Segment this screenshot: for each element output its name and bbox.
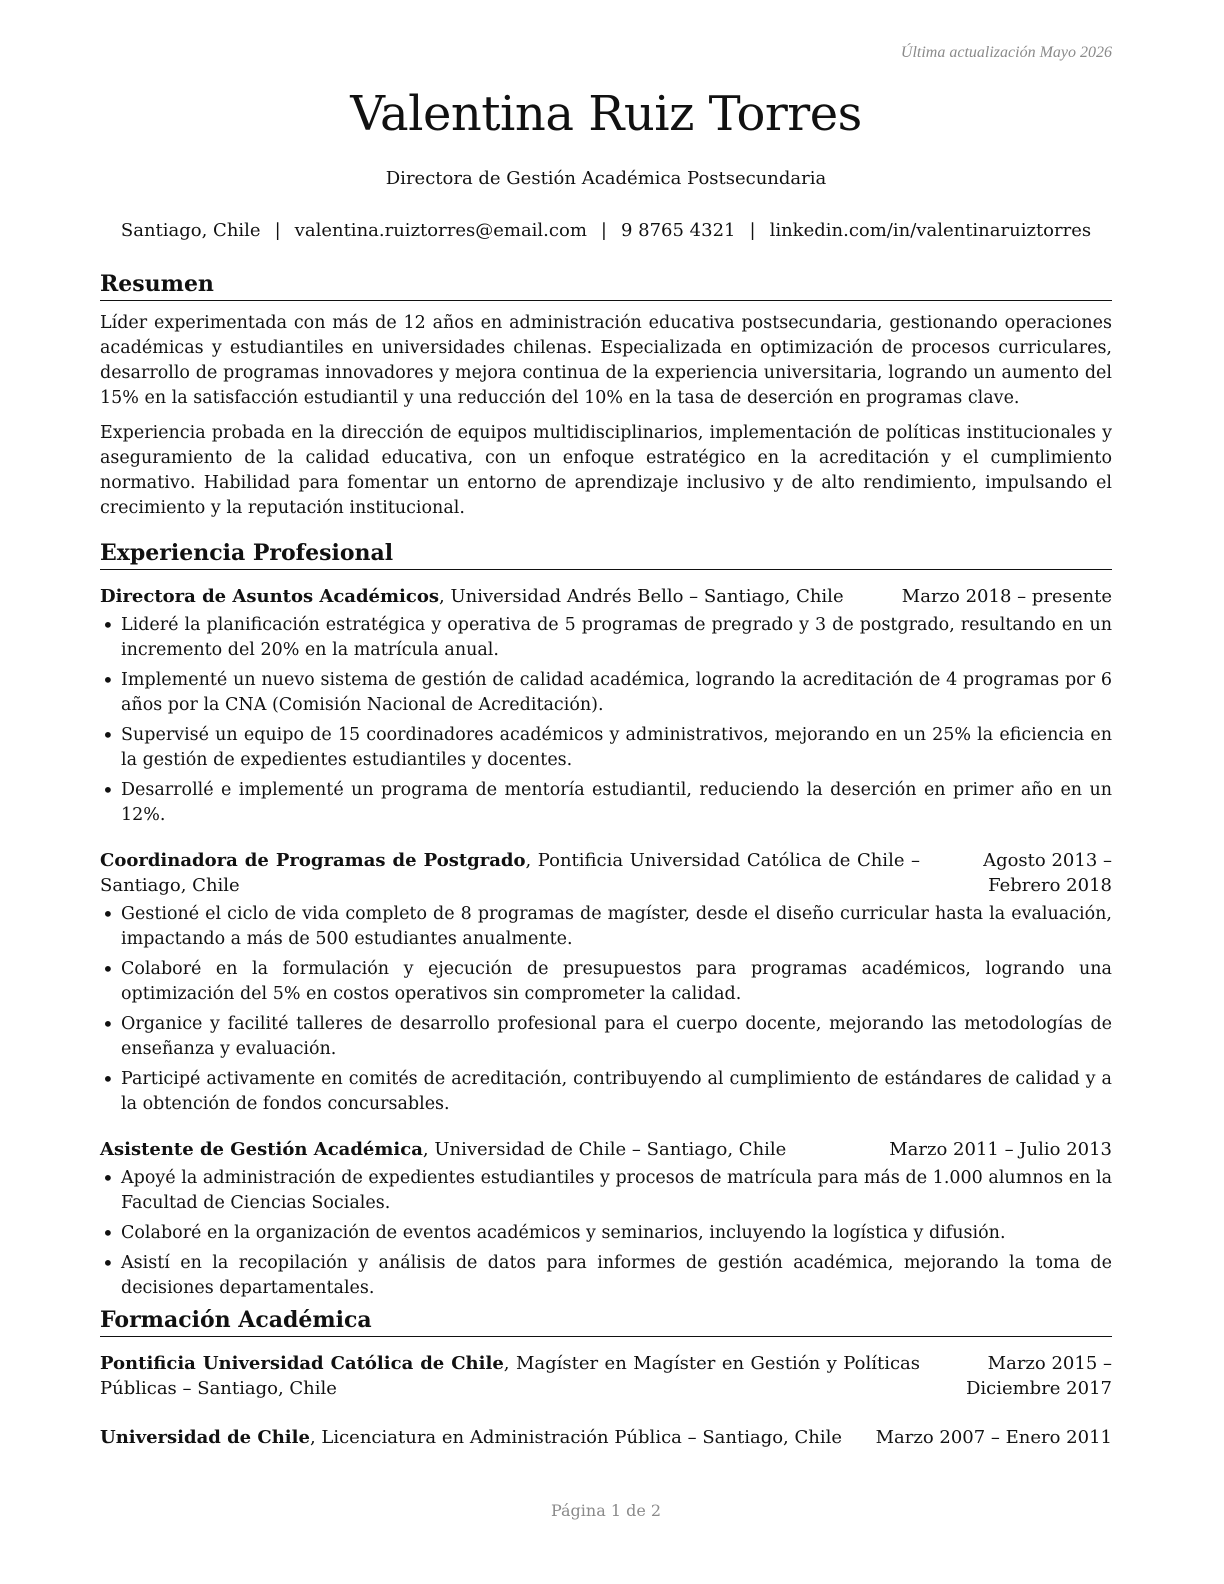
bullet-item: • Implementé un nuevo sistema de gestión de calidad académica, logrando la acreditación de 4 programas por 6 años por la CNA (Comisión Nacional de Acreditación). — [100, 668, 1112, 718]
job-role: Asistente de Gestión Académica — [100, 1139, 423, 1160]
bullet-item: • Participé activamente en comités de acreditación, contribuyendo al cumplimiento de estándares de calidad y a la obtención de fondos concursables. — [100, 1067, 1112, 1117]
bullet-item: • Asistí en la recopilación y análisis de datos para informes de gestión académica, mejorando la toma de decisiones departamentales. — [100, 1251, 1112, 1301]
separator: | — [274, 220, 281, 241]
separator: | — [600, 220, 607, 241]
job-bullets — [100, 1166, 1112, 1301]
education-dates: Marzo 2015 – Diciembre 2017 — [965, 1353, 1112, 1399]
bullet-item: • Gestioné el ciclo de vida completo de 8 programas de magíster, desde el diseño curricular hasta la evaluación, impactando a más de 500 estudiantes anualmente. — [100, 902, 1112, 952]
section-title: Resumen — [100, 270, 1112, 301]
contact-location: Santiago, Chile — [120, 220, 261, 241]
section-title: Formación Académica — [100, 1306, 1112, 1337]
job-role: Directora de Asuntos Académicos — [100, 586, 439, 607]
education-section — [100, 1306, 1112, 1450]
job-header — [100, 1137, 1112, 1162]
contact-phone: 9 8765 4321 — [620, 220, 736, 241]
job-org: , Universidad de Chile – Santiago, Chile — [422, 1139, 787, 1160]
summary-paragraph: Experiencia probada en la dirección de equipos multidisciplinarios, implementación de políticas institucionales y aseguramiento de la calidad educativa, con un enfoque estratégico en la acreditación y el cumplimiento normativo. Habilidad para fomentar un entorno de aprendizaje inclusivo y de alto rendimiento, impulsando el crecimiento y la reputación institucional. — [100, 423, 1112, 518]
education-degree: , Magíster en Magíster en Gestión y Políticas Públicas – Santiago, Chile — [100, 1353, 921, 1399]
experience-section — [100, 539, 1112, 1306]
job-dates: Marzo 2011 – Julio 2013 — [889, 1139, 1112, 1160]
job-title: Directora de Gestión Académica Postsecundaria — [385, 168, 827, 189]
contact-line — [100, 220, 1112, 241]
bullet-item: • Colaboré en la formulación y ejecución de presupuestos para programas académicos, logrando una optimización del 5% en costos operativos sin comprometer la calidad. — [100, 957, 1112, 1007]
job-bullets — [100, 613, 1112, 828]
education-dates: Marzo 2007 – Enero 2011 — [875, 1427, 1112, 1448]
bullet-item: • Desarrollé e implementé un programa de mentoría estudiantil, reduciendo la deserción en primer año en un 12%. — [100, 778, 1112, 828]
bullet-item: • Supervisé un equipo de 15 coordinadores académicos y administrativos, mejorando en un 25% la eficiencia en la gestión de expedientes estudiantiles y docentes. — [100, 723, 1112, 773]
section-title: Experiencia Profesional — [100, 539, 1112, 570]
education-degree: , Licenciatura en Administración Pública – Santiago, Chile — [309, 1427, 843, 1448]
education-school: Universidad de Chile — [100, 1427, 310, 1448]
bullet-item: • Colaboré en la organización de eventos académicos y seminarios, incluyendo la logística y difusión. — [100, 1221, 1112, 1246]
job-header — [100, 584, 1112, 609]
job-org: , Universidad Andrés Bello – Santiago, Chile — [439, 586, 844, 607]
bullet-item: • Organice y facilité talleres de desarrollo profesional para el cuerpo docente, mejorando las metodologías de enseñanza y evaluación. — [100, 1012, 1112, 1062]
summary-paragraph: Líder experimentada con más de 12 años en administración educativa postsecundaria, gestionando operaciones académicas y estudiantiles en universidades chilenas. Especializada en optimización de procesos curriculares, desarrollo de programas innovadores y mejora continua de la experiencia universitaria, logrando un aumento del 15% en la satisfacción estudiantil y una reducción del 10% en la tasa de deserción en programas clave. — [100, 313, 1112, 408]
job-role: Coordinadora de Programas de Postgrado — [100, 850, 526, 871]
job-entry — [100, 1137, 1112, 1301]
contact-email[interactable]: valentina.ruiztorres@email.com — [294, 220, 587, 241]
contact-linkedin[interactable]: linkedin.com/in/valentinaruiztorres — [769, 220, 1092, 241]
education-school: Pontificia Universidad Católica de Chile — [100, 1353, 504, 1374]
job-org: , Pontificia Universidad Católica de Chile – Santiago, Chile — [100, 850, 920, 896]
last-updated: Última actualización Mayo 2026 — [900, 44, 1112, 61]
job-bullets — [100, 902, 1112, 1117]
page-number: Página 1 de 2 — [550, 1501, 662, 1520]
summary-section — [100, 270, 1112, 521]
bullet-item: • Apoyé la administración de expedientes estudiantiles y procesos de matrícula para más de 1.000 alumnos en la Facultad de Ciencias Sociales. — [100, 1166, 1112, 1216]
education-entry — [100, 1351, 1112, 1401]
candidate-name: Valentina Ruiz Torres — [350, 86, 862, 142]
job-dates: Agosto 2013 – Febrero 2018 — [983, 850, 1112, 896]
job-header — [100, 848, 1112, 898]
job-entry — [100, 584, 1112, 828]
education-entry — [100, 1425, 1112, 1450]
separator: | — [749, 220, 756, 241]
job-entry — [100, 848, 1112, 1117]
bullet-item: • Lideré la planificación estratégica y operativa de 5 programas de pregrado y 3 de postgrado, resultando en un incremento del 20% en la matrícula anual. — [100, 613, 1112, 663]
job-dates: Marzo 2018 – presente — [901, 586, 1112, 607]
